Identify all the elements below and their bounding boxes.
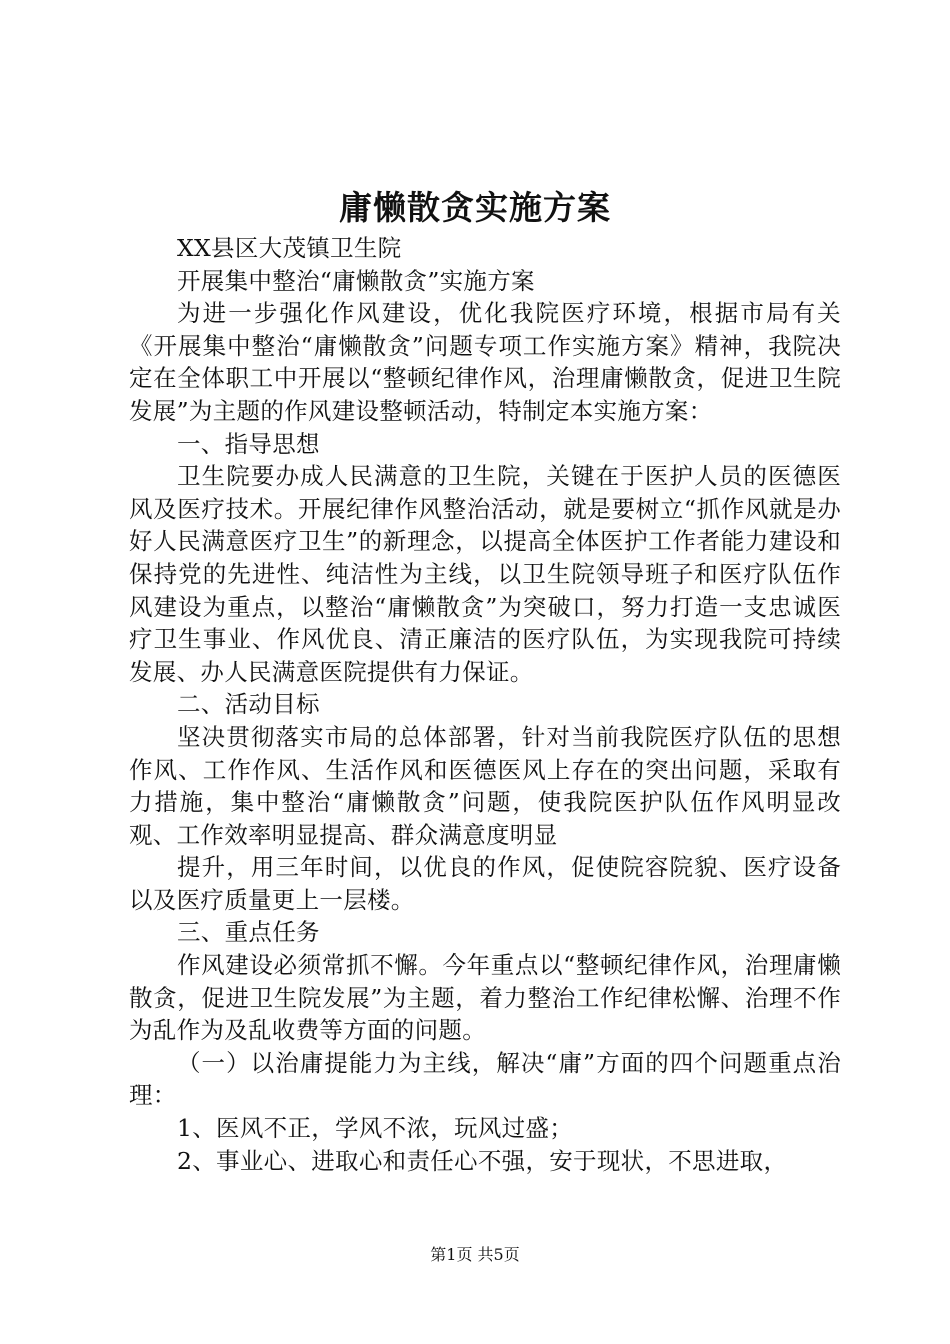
paragraph-subtitle: 开展集中整治“庸懒散贪”实施方案	[177, 266, 535, 295]
list-item: 2、事业心、进取心和责任心不强，安于现状，不思进取，	[177, 1146, 788, 1175]
heading-key-tasks: 三、重点任务	[177, 918, 320, 947]
document-body	[129, 232, 841, 1177]
heading-activity-goal: 二、活动目标	[177, 690, 320, 719]
paragraph-subsection-1: （一）以治庸提能力为主线，解决“庸”方面的四个问题重点治理：	[129, 1048, 841, 1110]
heading-guiding-thought: 一、指导思想	[177, 429, 320, 458]
paragraph-org: XX县区大茂镇卫生院	[177, 234, 402, 262]
paragraph-guiding-thought: 卫生院要办成人民满意的卫生院，关键在于医护人员的医德医风及医疗技术。开展纪律作风整治活动，就是要树立“抓作风就是办好人民满意医疗卫生”的新理念，以提高全体医护工作者能力建设和保持党的先进性、纯洁性为主线，以卫生院领导班子和医疗队伍作风建设为重点，以整治“庸懒散贪”为突破口，努力打造一支忠诚医疗卫生事业、作风优良、清正廉洁的医疗队伍，为实现我院可持续发展、办人民满意医院提供有力保证。	[129, 462, 841, 686]
paragraph-key-tasks: 作风建设必须常抓不懈。今年重点以“整顿纪律作风，治理庸懒散贪，促进卫生院发展”为主题，着力整治工作纪律松懈、治理不作为乱作为及乱收费等方面的问题。	[129, 951, 841, 1045]
paragraph-activity-goal-cont: 提升，用三年时间，以优良的作风，促使院容院貌、医疗设备以及医疗质量更上一层楼。	[129, 853, 841, 914]
document-title: 庸懒散贪实施方案	[339, 188, 611, 227]
paragraph-activity-goal: 坚决贯彻落实市局的总体部署，针对当前我院医疗队伍的思想作风、工作作风、生活作风和医德医风上存在的突出问题，采取有力措施，集中整治“庸懒散贪”问题，使我院医护队伍作风明显改观、工作效率明显提高、群众满意度明显	[129, 722, 841, 849]
paragraph-intro: 为进一步强化作风建设，优化我院医疗环境，根据市局有关《开展集中整治“庸懒散贪”问题专项工作实施方案》精神，我院决定在全体职工中开展以“整顿纪律作风，治理庸懒散贪，促进卫生院发展”为主题的作风建设整顿活动，特制定本实施方案：	[129, 299, 841, 425]
page-number: 第1页 共5页	[430, 1245, 520, 1264]
list-item: 1、医风不正，学风不浓，玩风过盛；	[177, 1114, 574, 1143]
